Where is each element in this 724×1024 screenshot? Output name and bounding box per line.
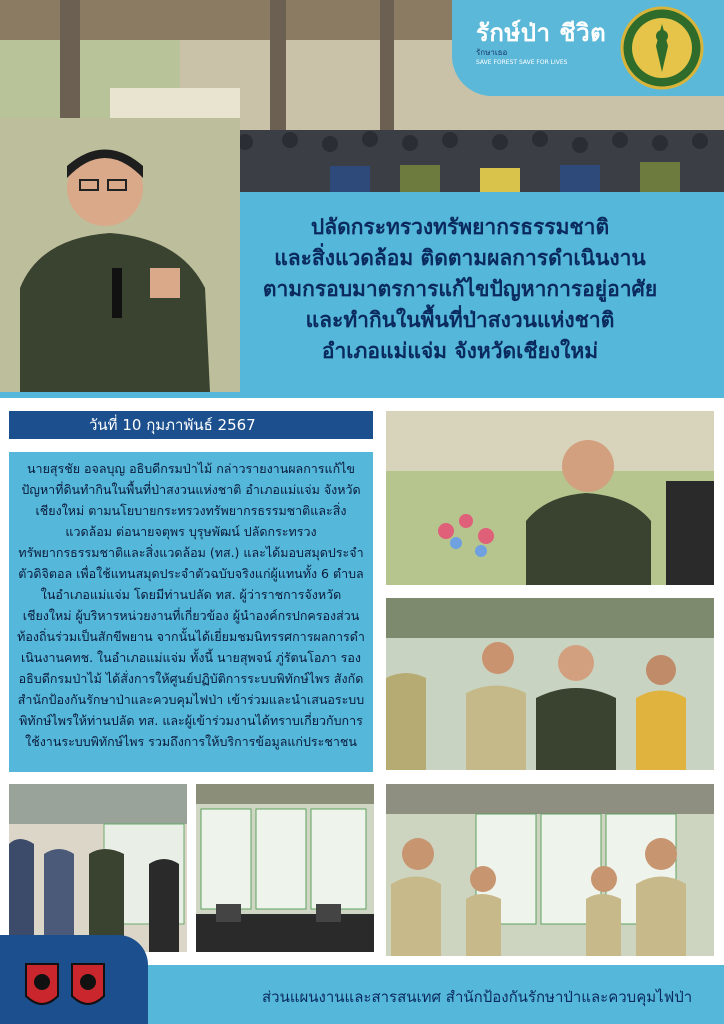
unit-badge-icon <box>70 962 106 1012</box>
date-label: วันที่ 10 กุมภาพันธ์ 2567 <box>9 411 373 439</box>
title-line-1: ปลัดกระทรวงทรัพยากรธรรมชาติ <box>310 215 610 239</box>
speaker-podium-photo <box>386 411 714 585</box>
exhibition-photo-1 <box>9 784 187 952</box>
title-line-3: ตามกรอบมาตรการแก้ไขปัญหาการอยู่อาศัย <box>262 277 658 301</box>
digital-book-photo <box>386 598 714 770</box>
title-line-4: และทำกินในพื้นที่ป่าสงวนแห่งชาติ <box>305 308 615 332</box>
staff-group-photo <box>386 784 714 956</box>
exhibition-photo-2 <box>196 784 374 952</box>
logo-banner <box>452 0 724 96</box>
title-line-5: อำเภอแม่แจ่ม จังหวัดเชียงใหม่ <box>321 339 599 363</box>
logo-sub2-text: SAVE FOREST SAVE FOR LIVES <box>476 59 568 66</box>
footer-text: ส่วนแผนงานและสารสนเทศ สำนักป้องกันรักษาป่าและควบคุมไฟป่า <box>262 988 693 1006</box>
page-title <box>210 212 710 367</box>
logo-sub-text: รักษาเธอ <box>476 48 508 57</box>
speaker-photo <box>0 118 240 392</box>
campaign-logo <box>476 20 606 66</box>
title-line-2: และสิ่งแวดล้อม ติดตามผลการดำเนินงาน <box>274 246 646 270</box>
forest-department-seal-icon <box>620 6 704 90</box>
article-body: นายสุรชัย อจลบุญ อธิบดีกรมป่าไม้ กล่าวรายงานผลการแก้ไขปัญหาที่ดินทำกินในพื้นที่ป่าสงวนแห่งชาติ อำเภอแม่แจ่ม จังหวัดเชียงใหม่ ตามนโยบายกระทรวงทรัพยากรธรรมชาติและสิ่งแวดล้อม ต่อนายจตุพร บุรุษพัฒน์ ปลัดกระทรวงทรัพยากรธรรมชาติและสิ่งแวดล้อม (ทส.) และได้มอบสมุดประจำตัวดิจิตอล เพื่อใช้แทนสมุดประจำตัวฉบับจริงแก่ผู้แทนทั้ง 6 ตำบล ในอำเภอแม่แจ่ม โดยมีท่านปลัด ทส. ผู้ว่าราชการจังหวัดเชียงใหม่ ผู้บริหารหน่วยงานที่เกี่ยวข้อง ผู้นำองค์กรปกครองส่วนท้องถิ่นร่วมเป็นสักขีพยาน จากนั้นได้เยี่ยมชมนิทรรศการผลการดำเนินงานคทช. ในอำเภอแม่แจ่ม ทั้งนี้ นายสุพจน์ ภู่รัตนโอภา รองอธิบดีกรมป่าไม้ ได้สั่งการให้ศูนย์ปฏิบัติการระบบพิทักษ์ไพร สังกัดสำนักป้องกันรักษาป่าและควบคุมไฟป่า เข้าร่วมและนำเสนอระบบพิทักษ์ไพรให้ท่านปลัด ทส. และผู้เข้าร่วมงานได้ทราบเกี่ยวกับการใช้งานระบบพิทักษ์ไพร รวมถึงการให้บริการข้อมูลแก่ประชาชน <box>9 452 373 772</box>
unit-badge-icon <box>24 962 60 1012</box>
logo-main-text: รักษ์ป่า ชีวิต <box>476 19 607 47</box>
